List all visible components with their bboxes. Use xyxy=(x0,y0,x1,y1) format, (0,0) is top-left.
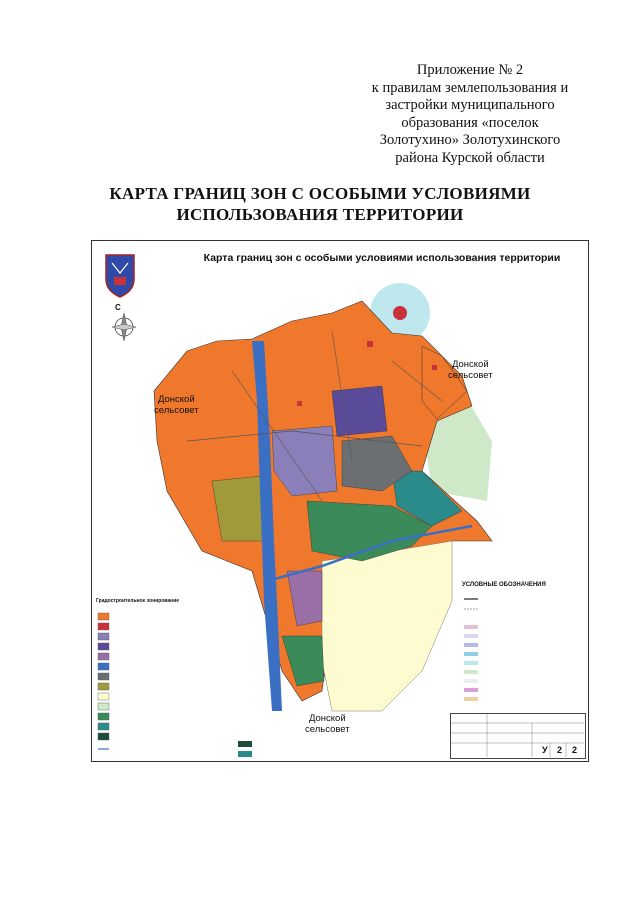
marker-red xyxy=(432,365,437,370)
legend-bottom-swatch xyxy=(238,741,252,747)
title-block xyxy=(450,713,586,759)
appendix-line: образования «поселок xyxy=(401,114,539,131)
stamp-number: 2 xyxy=(572,745,578,755)
agricultural-zone xyxy=(322,541,452,711)
place-label-south: Донской сельсовет xyxy=(305,713,350,735)
appendix-line: района Курской области xyxy=(395,149,545,166)
legend-right-swatches xyxy=(464,599,478,701)
map-canvas xyxy=(92,241,589,762)
compass-north-label: С xyxy=(115,303,121,312)
page-title xyxy=(0,183,640,225)
legend-left xyxy=(96,599,228,608)
olive-zone xyxy=(212,476,267,541)
appendix-block xyxy=(355,62,585,167)
legend-left-title: Градостроительное зонирование xyxy=(96,598,180,604)
stamp-number: 2 xyxy=(557,745,563,755)
marker-red xyxy=(297,401,302,406)
legend-right xyxy=(462,583,586,591)
appendix-line: Золотухино» Золотухинского xyxy=(379,132,561,148)
place-label-east: Донской сельсовет xyxy=(448,359,493,381)
place-label-west: Донской сельсовет xyxy=(154,394,199,416)
marker-red xyxy=(367,341,373,347)
coat-of-arms-icon xyxy=(106,255,134,297)
zoning-map xyxy=(91,240,589,762)
buffer-zone-center xyxy=(393,306,407,320)
compass-icon xyxy=(112,313,136,341)
appendix-line: Приложение № 2 xyxy=(416,62,524,78)
legend-bottom-swatch xyxy=(238,751,252,757)
legend-right-title: УСЛОВНЫЕ ОБОЗНАЧЕНИЯ xyxy=(462,582,546,588)
map-heading: Карта границ зон с особыми условиями использования территории xyxy=(203,252,561,264)
public-zone-2 xyxy=(332,386,387,436)
title-line-1: КАРТА ГРАНИЦ ЗОН С ОСОБЫМИ УСЛОВИЯМИ xyxy=(109,184,531,203)
stamp-number: У xyxy=(542,745,548,755)
title-line-2: ИСПОЛЬЗОВАНИЯ ТЕРРИТОРИИ xyxy=(176,205,464,224)
legend-left-swatches xyxy=(98,613,109,749)
appendix-line: к правилам землепользования и xyxy=(371,79,569,96)
appendix-line: застройки муниципального xyxy=(385,97,555,113)
